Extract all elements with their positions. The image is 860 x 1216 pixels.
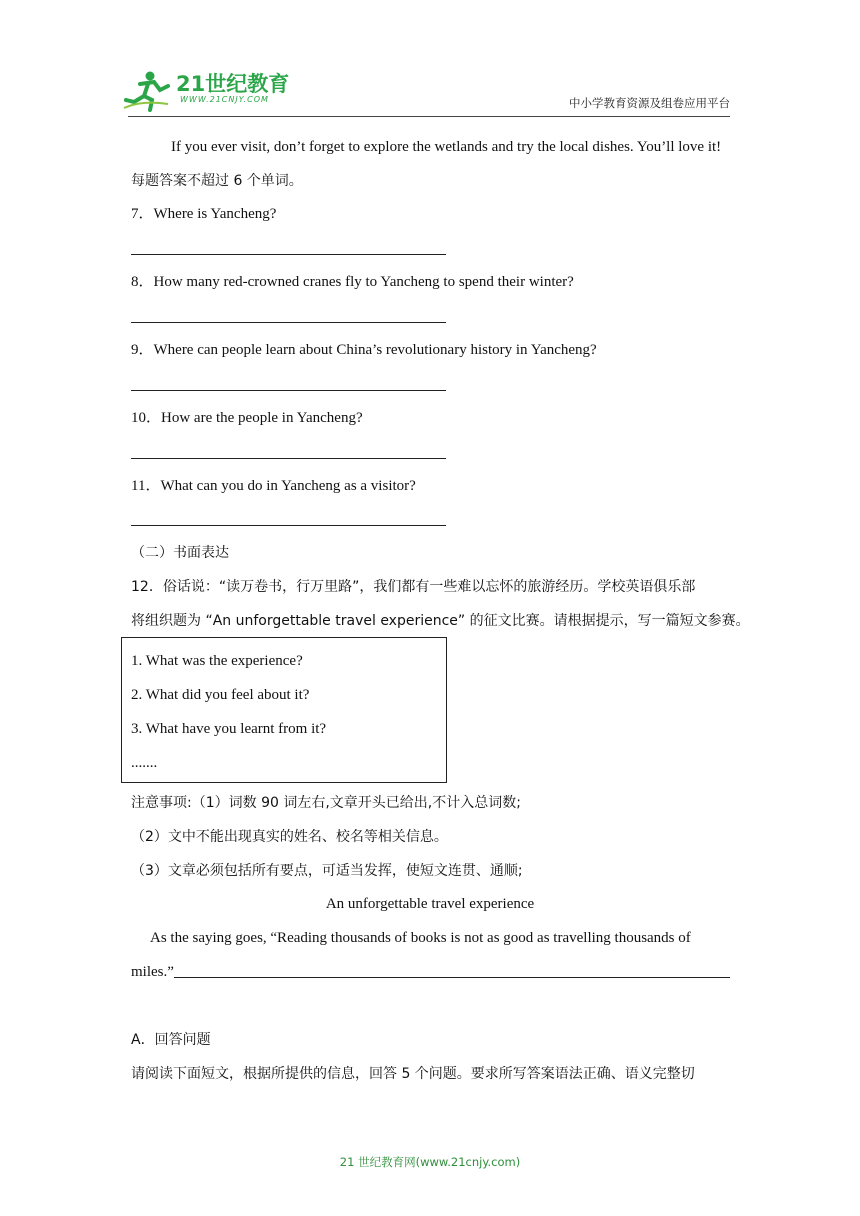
note-3: （3）文章必须包括所有要点，可适当发挥，使短文连贯、通顺;: [131, 863, 523, 879]
section-a-heading: A．回答问题: [131, 1032, 211, 1048]
question-7: 7．Where is Yancheng?: [131, 206, 277, 222]
page-footer[interactable]: 21 世纪教育网(www.21cnjy.com): [339, 1155, 521, 1169]
answer-line-11[interactable]: [131, 525, 446, 526]
note-2: （2）文中不能出现真实的姓名、校名等相关信息。: [131, 829, 448, 845]
essay-title: An unforgettable travel experience: [325, 896, 535, 912]
task-12-line-2: 将组织题为 “An unforgettable travel experience” 的征文比赛。请根据提示，写一篇短文参赛。: [131, 613, 750, 629]
answer-line-8[interactable]: [131, 322, 446, 323]
question-10: 10．How are the people in Yancheng?: [131, 410, 363, 426]
question-9: 9．Where can people learn about China’s revolutionary history in Yancheng?: [131, 342, 597, 358]
runner-icon: [122, 70, 174, 112]
question-11: 11．What can you do in Yancheng as a visitor?: [131, 478, 416, 494]
logo-wordmark: 21世纪教育: [176, 72, 290, 96]
note-1: 注意事项:（1）词数 90 词左右,文章开头已给出,不计入总词数;: [131, 795, 521, 811]
hint-item-2: 2. What did you feel about it?: [131, 687, 310, 703]
answer-line-7[interactable]: [131, 254, 446, 255]
essay-answer-line[interactable]: [174, 977, 730, 978]
task-12-line-1: 12．俗话说：“读万卷书，行万里路”，我们都有一些难以忘怀的旅游经历。学校英语俱乐部: [131, 579, 696, 595]
section-writing-heading: （二）书面表达: [131, 545, 229, 561]
answer-line-9[interactable]: [131, 390, 446, 391]
hint-item-3: 3. What have you learnt from it?: [131, 721, 327, 737]
section-a-instruction: 请阅读下面短文，根据所提供的信息，回答 5 个问题。要求所写答案语法正确、语义完整切: [131, 1066, 695, 1082]
essay-opening-line-2: miles.”: [131, 964, 174, 980]
answer-word-limit: 每题答案不超过 6 个单词。: [131, 173, 303, 189]
logo-url: WWW.21CNJY.COM: [180, 95, 269, 104]
question-8: 8．How many red-crowned cranes fly to Yancheng to spend their winter?: [131, 274, 574, 290]
hint-item-1: 1. What was the experience?: [131, 653, 303, 669]
answer-line-10[interactable]: [131, 458, 446, 459]
site-logo[interactable]: [122, 66, 297, 116]
intro-sentence: If you ever visit, don’t forget to explore the wetlands and try the local dishes. You’ll love it!: [171, 139, 722, 155]
essay-opening-line-1: As the saying goes, “Reading thousands of books is not as good as travelling thousands of: [150, 930, 691, 946]
page-header: [118, 66, 740, 120]
header-divider: [128, 116, 730, 117]
header-tagline: 中小学教育资源及组卷应用平台: [569, 96, 730, 110]
hint-item-ellipsis: .......: [131, 755, 158, 771]
